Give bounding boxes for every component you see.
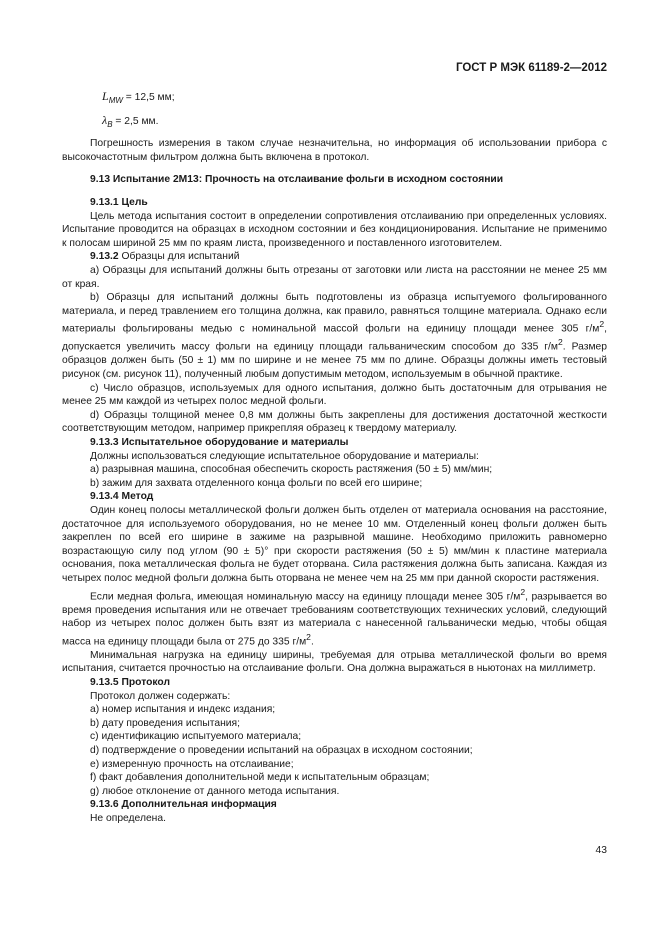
heading-9-13-6: 9.13.6 Дополнительная информация	[90, 799, 277, 811]
heading-text: Образцы для испытаний	[118, 251, 240, 263]
document-body	[62, 90, 607, 825]
text-run: Если медная фольга, имеющая номинальную массу на единицу площади менее 305 г/м	[90, 590, 521, 602]
text-run: .	[310, 636, 314, 648]
report-item: e) измеренную прочность на отслаивание;	[90, 758, 294, 770]
text-run: , разрывается во время проведения испытания или не отвечает требованиям соответствующих технических условий, следующий набор из четырех полос должен быть взят из материала с нанесенной гальванически медью, чтобы общая масса на единицу площади была от 275 до 335 г/м	[62, 590, 607, 648]
paragraph-equipment: Должны использоваться следующие испытательное оборудование и материалы:	[90, 450, 479, 462]
text-run: . Размер образцов должен быть (50 ± 1) мм по ширине и не менее 75 мм по длине. Образцы должны иметь тестовый рисунок (см. рисунок 11), полученный любым допустимым методом, используемым в обычной практике.	[62, 341, 607, 381]
equipment-item-a: a) разрывная машина, способная обеспечить скорость растяжения (50 ± 5) мм/мин;	[90, 464, 493, 476]
superscript: 2	[599, 319, 605, 330]
formula-lmw	[62, 90, 607, 108]
section-heading-9-13: 9.13 Испытание 2M13: Прочность на отслаивание фольги в исходном состоянии	[90, 174, 504, 186]
text-run: , допускается увеличить массу фольги на единицу площади гальваническим способом до 335 г/м	[62, 323, 607, 353]
report-item: f) факт добавления дополнительной меди к испытательным образцам;	[90, 772, 430, 784]
formula-subscript: MW	[108, 96, 123, 106]
formula-value: = 12,5 мм;	[122, 92, 175, 103]
report-item: b) дату проведения испытания;	[90, 717, 240, 729]
paragraph-min-load: Минимальная нагрузка на единицу ширины, требуемая для отрыва металлической фольги во время испытания, считается прочностью на отслаивание фольги. Она должна выражаться в ньютонах на миллиметр.	[62, 649, 607, 675]
formula-subscript: B	[107, 119, 113, 129]
superscript: 2	[520, 586, 526, 597]
paragraph-method: Один конец полосы металлической фольги должен быть отделен от материала основания на расстояние, достаточное для используемого оборудования, но не менее 10 мм. Отделенный конец фольги должен быть закреплен по всей его ширине в зажиме на разрывной машине. Необходимо приложить равномерно возрастающую силу под углом (90 ± 5)° при скорости растяжения (50 ± 5) мм/мин к пластине материала основания, пока металлическая фольга не будет оторвана. Сила растяжения должна быть записана. Каждая из четырех полос медной фольги должна быть оторвана не менее чем на 25 мм при данной скорости растяжения.	[62, 504, 607, 584]
heading-number: 9.13.2	[90, 251, 119, 263]
superscript: 2	[306, 631, 311, 642]
paragraph-goal: Цель метода испытания состоит в определении сопротивления отслаиванию при определенных условиях. Испытание проводится на образцах в исходном состоянии и без кондиционирования. Испытание не применимо к полосам шириной 25 мм по краям листа, произведенного и поставленного изготовителем.	[62, 210, 607, 249]
formula-symbol: L	[102, 89, 109, 103]
document-header: ГОСТ Р МЭК 61189-2—2012	[455, 62, 607, 74]
heading-9-13-3: 9.13.3 Испытательное оборудование и материалы	[90, 437, 349, 448]
superscript: 2	[558, 337, 563, 348]
report-item: g) любое отклонение от данного метода испытания.	[90, 785, 340, 797]
paragraph-d: d) Образцы толщиной менее 0,8 мм должны быть закреплены для достижения достаточной жесткости соответствующим методом, например прикрепляя образец к твердому материалу.	[62, 409, 607, 435]
page-number: 43	[595, 845, 607, 856]
heading-9-13-4: 9.13.4 Метод	[90, 491, 154, 503]
paragraph-extra: Не определена.	[90, 812, 166, 824]
equipment-item-b: b) зажим для захвата отделенного конца фольги по всей его ширине;	[90, 477, 423, 489]
paragraph-error: Погрешность измерения в таком случае незначительна, но информация об использовании прибора с высокочастотным фильтром должна быть включена в протокол.	[62, 138, 607, 163]
paragraph-c: c) Число образцов, используемых для одного испытания, должно быть достаточным для отрывания не менее 25 мм каждой из четырех полос медной фольги.	[62, 382, 607, 408]
paragraph-copper	[62, 586, 607, 649]
formula-symbol: λ	[102, 112, 108, 127]
formula-value: = 2,5 мм.	[112, 115, 159, 127]
report-item: c) идентификацию испытуемого материала;	[90, 731, 302, 743]
heading-9-13-1: 9.13.1 Цель	[90, 197, 148, 209]
paragraph-b	[62, 291, 607, 381]
formula-lambda	[62, 114, 607, 132]
heading-9-13-5: 9.13.5 Протокол	[90, 676, 171, 688]
report-item: a) номер испытания и индекс издания;	[90, 704, 276, 716]
report-item: d) подтверждение о проведении испытаний на образцах в исходном состоянии;	[90, 744, 473, 756]
heading-9-13-2	[62, 250, 607, 264]
paragraph-a: a) Образцы для испытаний должны быть отрезаны от заготовки или листа на расстоянии не менее 25 мм от края.	[62, 265, 607, 290]
text-run: b) Образцы для испытаний должны быть подготовлены из образца испытуемого фольгированного материала, и перед травлением его толщина должна, как правило, равняться толщине материала. Однако если материалы фольгированы медью с номинальной массой фольги на единицу площади менее 305 г/м	[62, 292, 607, 335]
paragraph-report: Протокол должен содержать:	[90, 690, 231, 702]
